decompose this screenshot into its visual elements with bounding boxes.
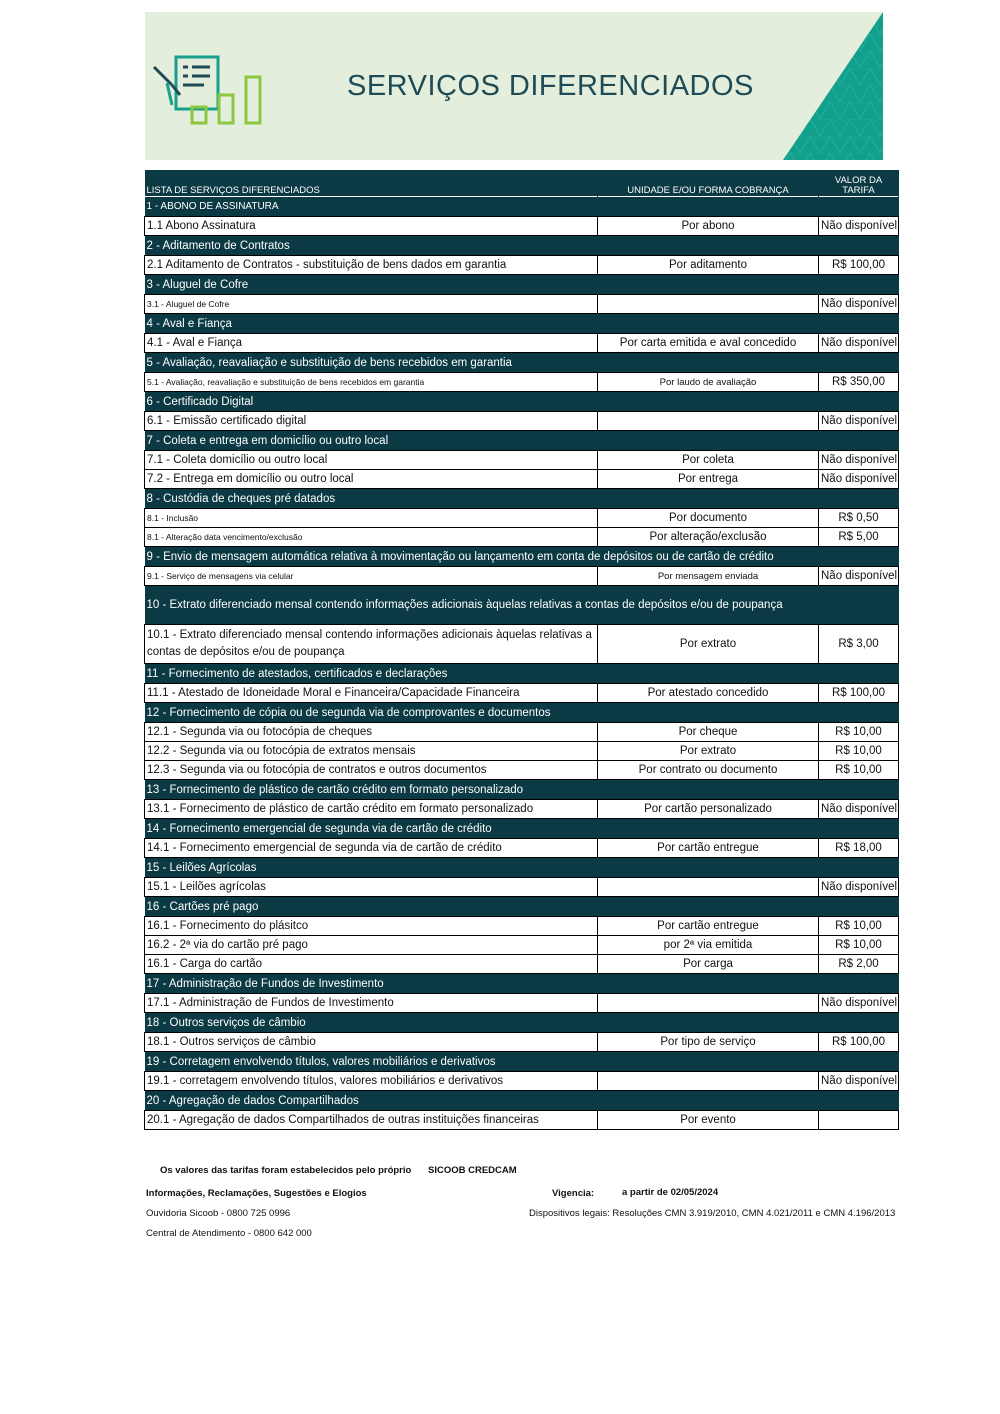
section-title: 20 - Agregação de dados Compartilhados (145, 1091, 899, 1111)
table-row (145, 256, 899, 275)
column-header-unit: UNIDADE E/OU FORMA COBRANÇA (598, 170, 819, 197)
section-title: 7 - Coleta e entrega em domicílio ou outro local (145, 431, 899, 451)
service-name: 16.1 - Carga do cartão (145, 955, 598, 974)
table-row (145, 684, 899, 703)
charge-unit: Por atestado concedido (598, 684, 819, 703)
tariff-table (144, 170, 899, 1130)
table-row (145, 761, 899, 780)
section-row (145, 1091, 899, 1111)
service-name: 7.1 - Coleta domicílio ou outro local (145, 451, 598, 470)
tariff-value: R$ 100,00 (819, 256, 899, 275)
tariff-value: Não disponível (819, 567, 899, 586)
column-header-service: LISTA DE SERVIÇOS DIFERENCIADOS (145, 170, 598, 197)
table-row (145, 1033, 899, 1052)
tariff-value (819, 1111, 899, 1130)
charge-unit (598, 878, 819, 897)
service-name: 14.1 - Fornecimento emergencial de segunda via de cartão de crédito (145, 839, 598, 858)
section-row (145, 392, 899, 412)
section-title: 17 - Administração de Fundos de Investimento (145, 974, 899, 994)
service-name: 8.1 - Alteração data vencimento/exclusão (145, 528, 598, 547)
section-row (145, 858, 899, 878)
charge-unit: Por cartão entregue (598, 839, 819, 858)
table-row (145, 295, 899, 314)
table-row (145, 470, 899, 489)
table-row (145, 412, 899, 431)
service-name: 19.1 - corretagem envolvendo títulos, valores mobiliários e derivativos (145, 1072, 598, 1091)
table-row (145, 878, 899, 897)
service-name: 6.1 - Emissão certificado digital (145, 412, 598, 431)
section-title: 19 - Corretagem envolvendo títulos, valores mobiliários e derivativos (145, 1052, 899, 1072)
tariff-value: Não disponível (819, 412, 899, 431)
service-name: 4.1 - Aval e Fiança (145, 334, 598, 353)
tariff-value: R$ 100,00 (819, 1033, 899, 1052)
service-name: 5.1 - Avaliação, reavaliação e substituição de bens recebidos em garantia (145, 373, 598, 392)
section-title: 1 - ABONO DE ASSINATURA (145, 197, 899, 217)
section-row (145, 703, 899, 723)
section-row (145, 197, 899, 217)
footer-note-prefix: Os valores das tarifas foram estabelecidos pelo próprio (160, 1165, 412, 1176)
charge-unit: Por entrega (598, 470, 819, 489)
section-title: 5 - Avaliação, reavaliação e substituição de bens recebidos em garantia (145, 353, 899, 373)
service-name: 11.1 - Atestado de Idoneidade Moral e Financeira/Capacidade Financeira (145, 684, 598, 703)
service-name: 16.1 - Fornecimento do plásitco (145, 917, 598, 936)
section-row (145, 1052, 899, 1072)
charge-unit: Por laudo de avaliação (598, 373, 819, 392)
charge-unit: Por extrato (598, 625, 819, 664)
section-row (145, 489, 899, 509)
table-row (145, 936, 899, 955)
tariff-value: R$ 10,00 (819, 917, 899, 936)
table-header-row (145, 170, 899, 197)
charge-unit: Por carta emitida e aval concedido (598, 334, 819, 353)
section-title: 4 - Aval e Fiança (145, 314, 899, 334)
tariff-value: R$ 100,00 (819, 684, 899, 703)
service-name: 8.1 - Inclusão (145, 509, 598, 528)
charge-unit (598, 1072, 819, 1091)
service-name: 12.3 - Segunda via ou fotocópia de contratos e outros documentos (145, 761, 598, 780)
footer-legal: Dispositivos legais: Resoluções CMN 3.919/2010, CMN 4.021/2011 e CMN 4.196/2013 (529, 1208, 896, 1219)
tariff-value: Não disponível (819, 217, 899, 236)
table-row (145, 994, 899, 1013)
charge-unit: Por tipo de serviço (598, 1033, 819, 1052)
tariff-value: R$ 18,00 (819, 839, 899, 858)
page-title: SERVIÇOS DIFERENCIADOS (347, 70, 754, 102)
section-title: 16 - Cartões pré pago (145, 897, 899, 917)
charge-unit: Por alteração/exclusão (598, 528, 819, 547)
table-row (145, 567, 899, 586)
section-row (145, 974, 899, 994)
table-row (145, 217, 899, 236)
section-row (145, 431, 899, 451)
charge-unit: Por extrato (598, 742, 819, 761)
service-name: 1.1 Abono Assinatura (145, 217, 598, 236)
charge-unit: por 2ª via emitida (598, 936, 819, 955)
charge-unit (598, 295, 819, 314)
service-name: 16.2 - 2ª via do cartão pré pago (145, 936, 598, 955)
footer-vigencia-label: Vigencia: (552, 1188, 595, 1199)
service-name: 3.1 - Aluguel de Cofre (145, 295, 598, 314)
section-row (145, 897, 899, 917)
section-title: 15 - Leilões Agrícolas (145, 858, 899, 878)
section-title: 2 - Aditamento de Contratos (145, 236, 899, 256)
footer-central: Central de Atendimento - 0800 642 000 (146, 1228, 312, 1239)
charge-unit: Por cartão entregue (598, 917, 819, 936)
table-row (145, 1111, 899, 1130)
service-name: 17.1 - Administração de Fundos de Investimento (145, 994, 598, 1013)
table-row (145, 723, 899, 742)
section-row (145, 547, 899, 567)
tariff-value: R$ 350,00 (819, 373, 899, 392)
table-row (145, 373, 899, 392)
service-name: 2.1 Aditamento de Contratos - substituição de bens dados em garantia (145, 256, 598, 275)
charge-unit: Por aditamento (598, 256, 819, 275)
table-row (145, 742, 899, 761)
section-title: 6 - Certificado Digital (145, 392, 899, 412)
service-name: 13.1 - Fornecimento de plástico de cartão crédito em formato personalizado (145, 800, 598, 819)
tariff-value: R$ 10,00 (819, 742, 899, 761)
charge-unit (598, 994, 819, 1013)
tariff-value: R$ 2,00 (819, 955, 899, 974)
section-title: 11 - Fornecimento de atestados, certificados e declarações (145, 664, 899, 684)
tariff-value: Não disponível (819, 334, 899, 353)
section-title: 9 - Envio de mensagem automática relativa à movimentação ou lançamento em conta de depósitos ou de cartão de crédito (145, 547, 899, 567)
table-row (145, 800, 899, 819)
table-row (145, 509, 899, 528)
section-row (145, 780, 899, 800)
charge-unit (598, 412, 819, 431)
document-chart-icon (152, 55, 270, 125)
tariff-value: Não disponível (819, 451, 899, 470)
footer-ouvidoria: Ouvidoria Sicoob - 0800 725 0996 (146, 1208, 291, 1219)
table-row (145, 1072, 899, 1091)
table-row (145, 955, 899, 974)
table-body (145, 197, 899, 1130)
section-row (145, 586, 899, 625)
table-row (145, 839, 899, 858)
service-name: 10.1 - Extrato diferenciado mensal contendo informações adicionais àquelas relativas a contas de depósitos e/ou de poupança (145, 625, 598, 664)
service-name: 7.2 - Entrega em domicílio ou outro local (145, 470, 598, 489)
tariff-value: Não disponível (819, 1072, 899, 1091)
column-header-value: VALOR DA TARIFA (819, 170, 899, 197)
section-row (145, 664, 899, 684)
table-row (145, 334, 899, 353)
section-title: 3 - Aluguel de Cofre (145, 275, 899, 295)
tariff-value: R$ 10,00 (819, 761, 899, 780)
section-row (145, 275, 899, 295)
service-name: 15.1 - Leilões agrícolas (145, 878, 598, 897)
charge-unit: Por cheque (598, 723, 819, 742)
tariff-value: Não disponível (819, 470, 899, 489)
footer-contact-title: Informações, Reclamações, Sugestões e Elogios (146, 1188, 367, 1199)
table-row (145, 917, 899, 936)
service-name: 12.1 - Segunda via ou fotocópia de cheques (145, 723, 598, 742)
service-name: 9.1 - Serviço de mensagens via celular (145, 567, 598, 586)
service-name: 12.2 - Segunda via ou fotocópia de extratos mensais (145, 742, 598, 761)
section-title: 18 - Outros serviços de câmbio (145, 1013, 899, 1033)
section-title: 14 - Fornecimento emergencial de segunda via de cartão de crédito (145, 819, 899, 839)
tariff-value: Não disponível (819, 800, 899, 819)
service-name: 20.1 - Agregação de dados Compartilhados de outras instituições financeiras (145, 1111, 598, 1130)
tariff-value: Não disponível (819, 994, 899, 1013)
footer-vigencia-value: a partir de 02/05/2024 (622, 1187, 719, 1198)
section-row (145, 819, 899, 839)
tariff-value: R$ 5,00 (819, 528, 899, 547)
service-name: 18.1 - Outros serviços de câmbio (145, 1033, 598, 1052)
tariff-value: Não disponível (819, 295, 899, 314)
table-row (145, 625, 899, 664)
tariff-value: R$ 0,50 (819, 509, 899, 528)
tariff-value: R$ 10,00 (819, 723, 899, 742)
charge-unit: Por evento (598, 1111, 819, 1130)
section-title: 12 - Fornecimento de cópia ou de segunda via de comprovantes e documentos (145, 703, 899, 723)
tariff-value: R$ 3,00 (819, 625, 899, 664)
section-row (145, 314, 899, 334)
table-row (145, 451, 899, 470)
section-title: 13 - Fornecimento de plástico de cartão crédito em formato personalizado (145, 780, 899, 800)
charge-unit: Por documento (598, 509, 819, 528)
table-row (145, 528, 899, 547)
section-row (145, 1013, 899, 1033)
charge-unit: Por contrato ou documento (598, 761, 819, 780)
charge-unit: Por coleta (598, 451, 819, 470)
charge-unit: Por cartão personalizado (598, 800, 819, 819)
charge-unit: Por abono (598, 217, 819, 236)
section-row (145, 236, 899, 256)
tariff-value: R$ 10,00 (819, 936, 899, 955)
section-row (145, 353, 899, 373)
charge-unit: Por mensagem enviada (598, 567, 819, 586)
charge-unit: Por carga (598, 955, 819, 974)
footer-note-org: SICOOB CREDCAM (428, 1165, 517, 1176)
section-title: 10 - Extrato diferenciado mensal contendo informações adicionais àquelas relativas a contas de depósitos e/ou de poupança (145, 586, 899, 625)
tariff-value: Não disponível (819, 878, 899, 897)
section-title: 8 - Custódia de cheques pré datados (145, 489, 899, 509)
